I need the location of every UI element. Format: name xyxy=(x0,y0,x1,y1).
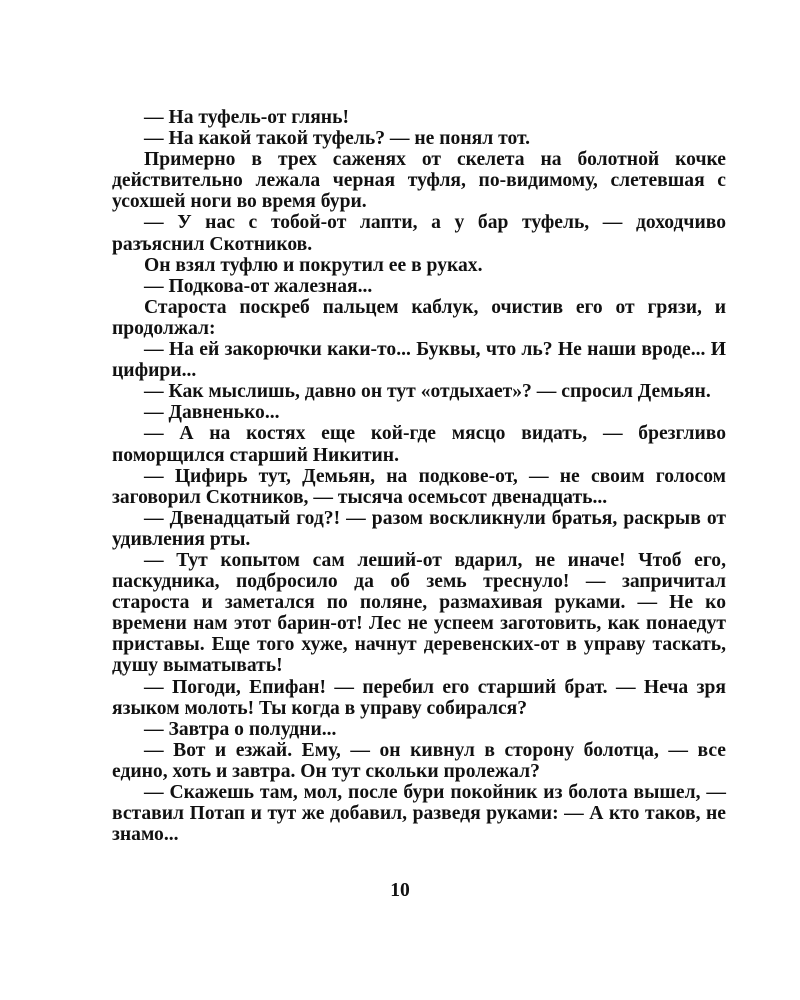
paragraph: — У нас с тобой-от лапти, а у бар туфель, — доходчиво разъяснил Скотников. xyxy=(112,212,726,255)
body-text xyxy=(112,107,726,845)
paragraph: — Подкова-от жалезная... xyxy=(144,275,373,297)
paragraph: — Скажешь там, мол, после бури покойник из болота вышел, — вставил Потап и тут же добавил, разведя руками: — А кто таков, не знамо... xyxy=(112,782,726,846)
paragraph: — Цифирь тут, Демьян, на подкове-от, — не своим голосом заговорил Скотников, — тысяча осемьсот двенадцать... xyxy=(112,465,726,508)
paragraph: — Как мыслишь, давно он тут «отдыхает»? — спросил Демьян. xyxy=(144,381,711,403)
paragraph: — Двенадцатый год?! — разом воскликнули братья, раскрыв от удивления рты. xyxy=(112,507,726,550)
page-number: 10 xyxy=(390,880,410,901)
paragraph: Он взял туфлю и покрутил ее в руках. xyxy=(144,254,483,276)
paragraph: — А на костях еще кой-где мясцо видать, — брезгливо поморщился старший Никитин. xyxy=(112,423,726,466)
paragraph: — Вот и езжай. Ему, — он кивнул в сторону болотца, — все едино, хоть и завтра. Он тут скольки пролежал? xyxy=(112,739,726,782)
paragraph: — Давненько... xyxy=(144,402,280,424)
paragraph: — Завтра о полудни... xyxy=(144,718,337,740)
paragraph: — Погоди, Епифан! — перебил его старший брат. — Неча зря языком молоть! Ты когда в управу собирался? xyxy=(112,676,726,719)
paragraph: — На ей закорючки каки-то... Буквы, что ль? Не наши вроде... И цифири... xyxy=(112,339,726,382)
paragraph: — Тут копытом сам леший-от вдарил, не иначе! Чтоб его, паскудника, подбросило да об земь треснуло! — запричитал староста и заметался по поляне, размахивая руками. — Не ко времени нам этот барин-от! Лес не успеем заготовить, как понаедут приставы. Еще того хуже, начнут деревенских-от в управу таскать, душу выматывать! xyxy=(112,549,726,677)
paragraph: Примерно в трех саженях от скелета на болотной кочке действительно лежала черная туфля, по-видимому, слетевшая с усохшей ноги во время бури. xyxy=(112,149,726,213)
paragraph: — На туфель-от глянь! xyxy=(144,107,349,128)
paragraph: — На какой такой туфель? — не понял тот. xyxy=(144,128,531,150)
paragraph: Староста поскреб пальцем каблук, очистив его от грязи, и продолжал: xyxy=(112,296,726,339)
